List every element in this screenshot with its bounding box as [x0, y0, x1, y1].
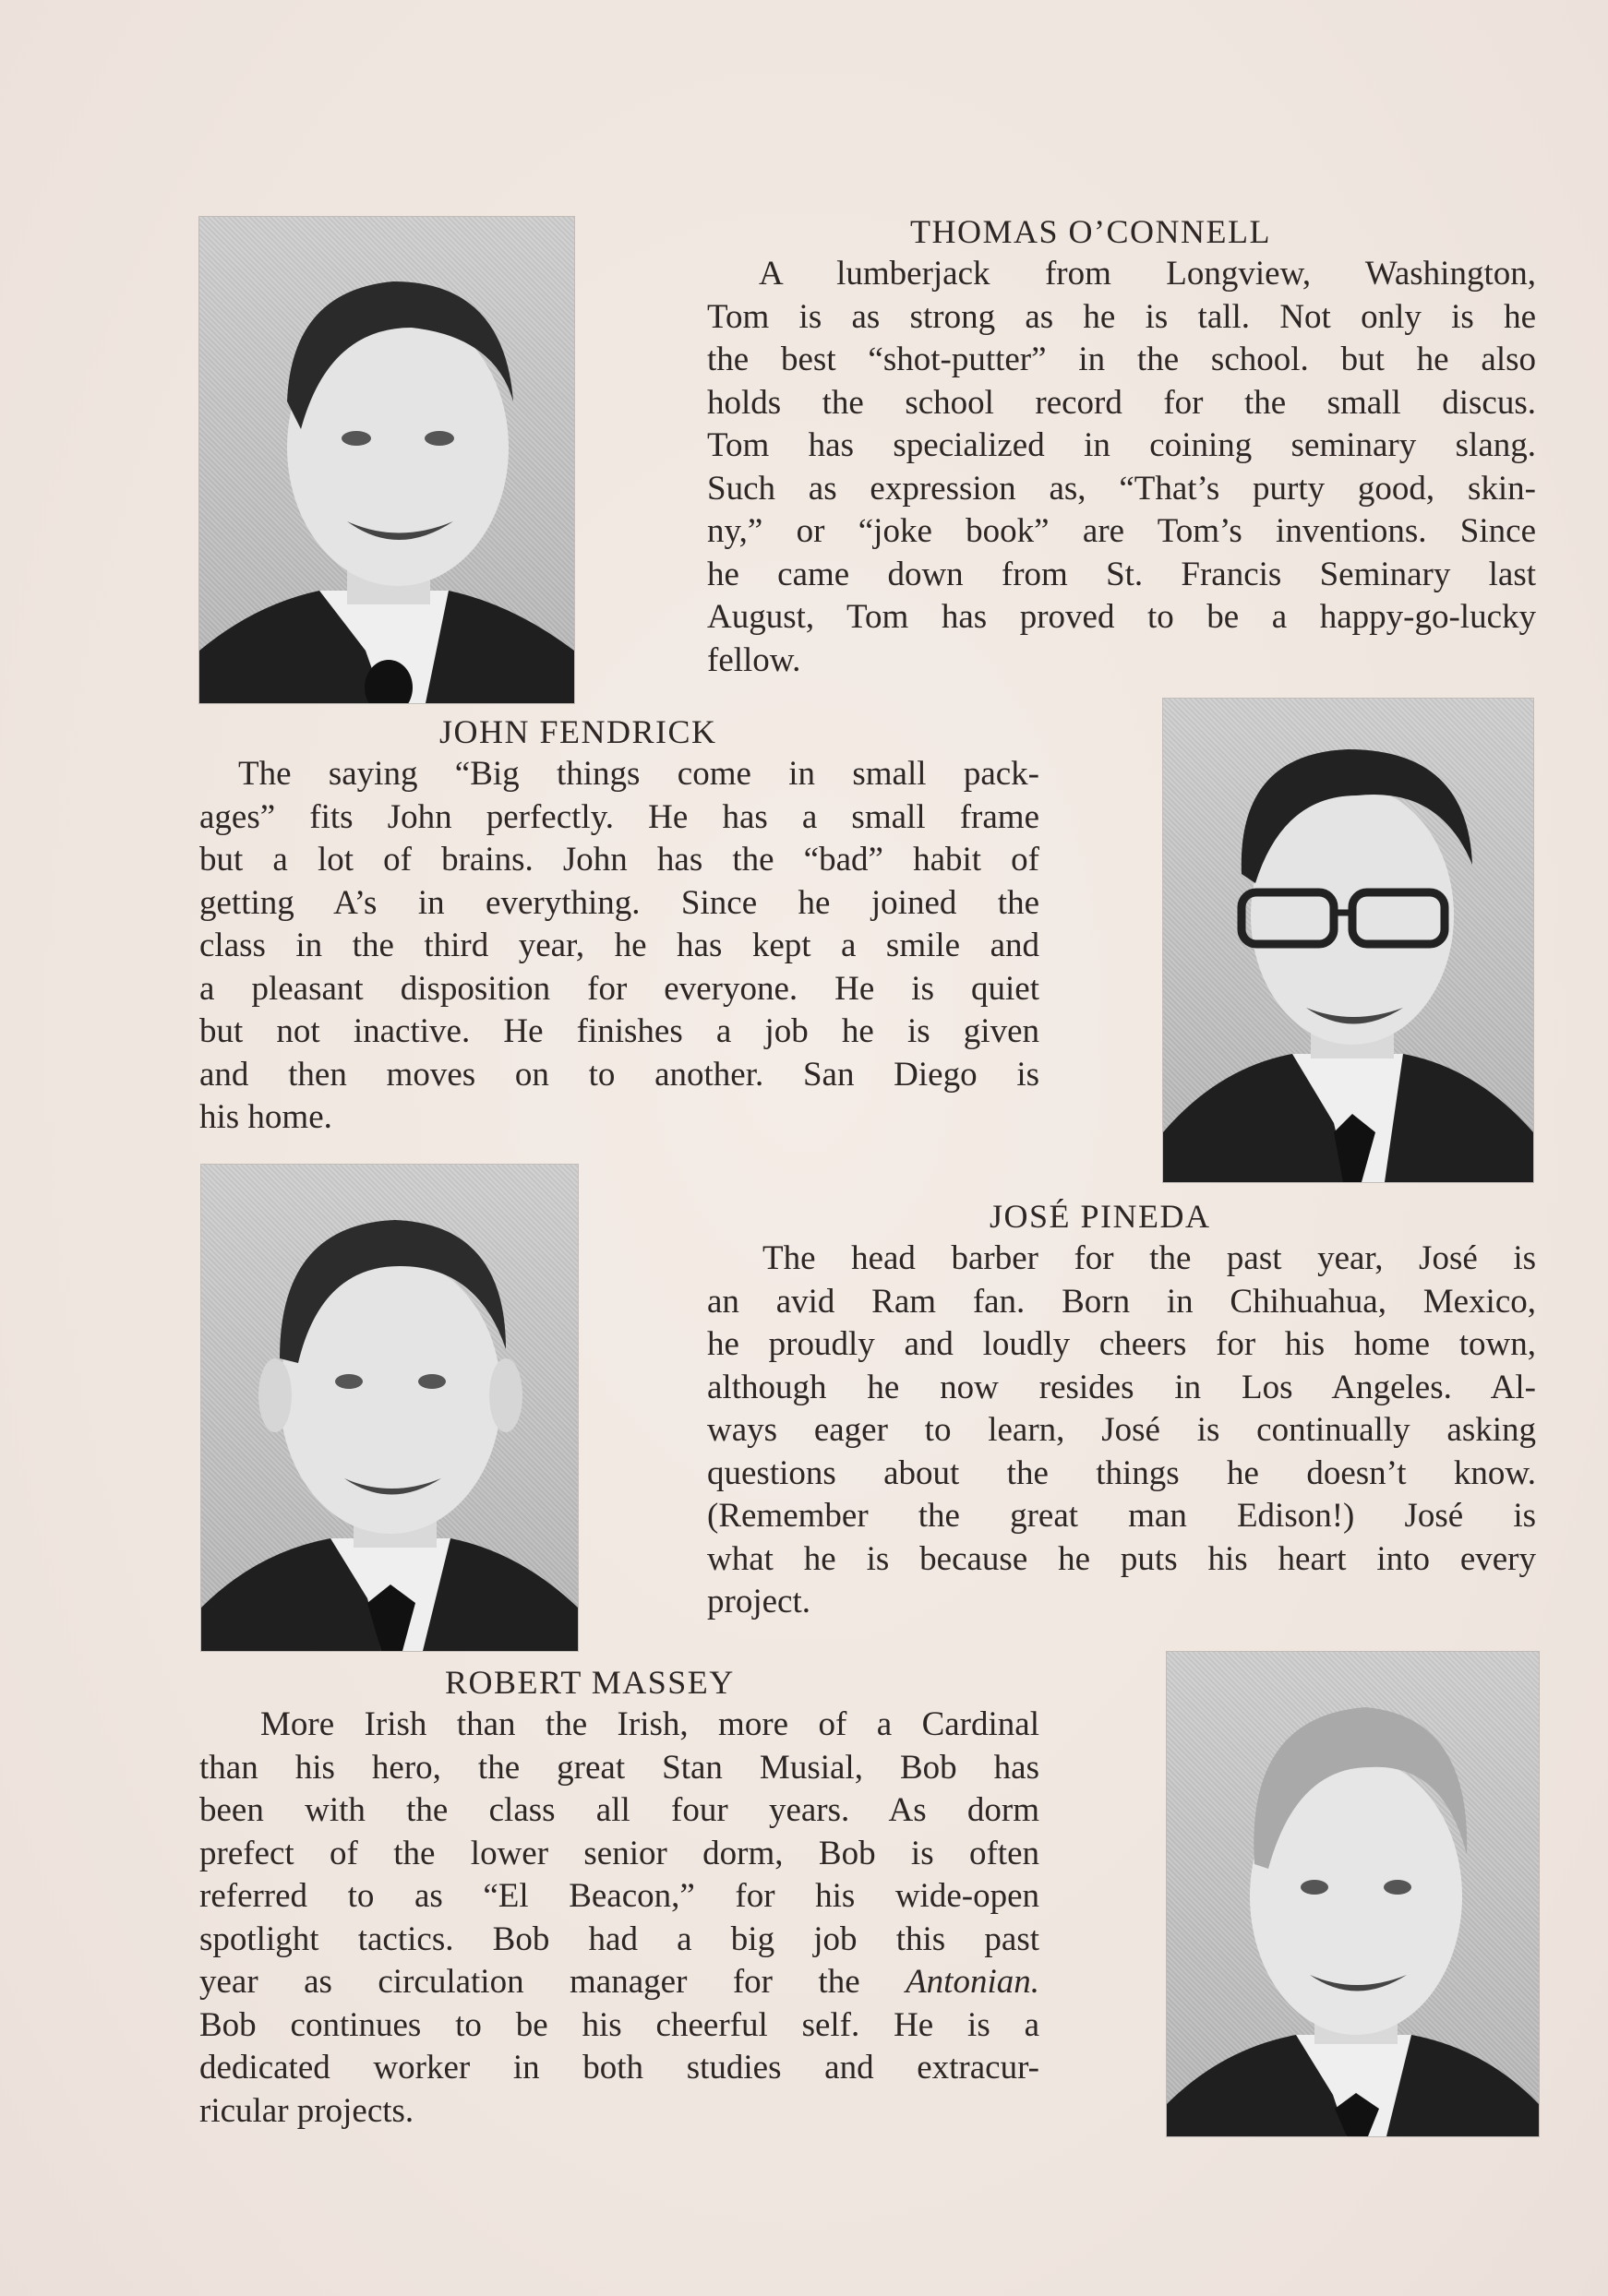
bio-line: project. — [707, 1583, 810, 1620]
bio-line: spotlight tactics. Bob had a big job this past — [199, 1919, 1039, 1958]
bio-line: Tom has specialized in coining seminary slang. — [707, 426, 1536, 464]
bio-line: a pleasant disposition for everyone. He is quiet — [199, 969, 1039, 1008]
bio-line: fellow. — [707, 640, 801, 679]
bio-line: The saying “Big things come in small pack- — [238, 755, 1039, 793]
bio-line: he proudly and loudly cheers for his home town, — [707, 1325, 1536, 1363]
portrait-photo-thomas — [199, 217, 574, 703]
bio-thomas-oconnell — [707, 210, 1536, 682]
bio-line: ways eager to learn, José is continually asking — [707, 1411, 1536, 1449]
antonian-italic: Antonian. — [906, 1963, 1039, 2001]
bio-line: although he now resides in Los Angeles. Al- — [707, 1368, 1536, 1406]
bio-line: and then moves on to another. San Diego is — [199, 1055, 1039, 1094]
bio-line: (Remember the great man Edison!) José is — [707, 1497, 1536, 1535]
bio-line: been with the class all four years. As dorm — [199, 1791, 1039, 1829]
portrait-silhouette-john — [1163, 699, 1533, 1182]
bio-name: THOMAS O’CONNELL — [910, 213, 1271, 250]
bio-line: questions about the things he doesn’t know. — [707, 1453, 1536, 1492]
bio-line: what he is because he puts his heart into every — [707, 1539, 1536, 1578]
bio-line: prefect of the lower senior dorm, Bob is often — [199, 1834, 1039, 1872]
bio-line: ricular projects. — [199, 2091, 414, 2130]
bio-line: he came down from St. Francis Seminary last — [707, 555, 1536, 593]
bio-line: ages” fits John perfectly. He has a small frame — [199, 797, 1039, 836]
portrait-photo-robert — [1167, 1652, 1539, 2136]
bio-line: A lumberjack from Longview, Washington, — [759, 255, 1536, 293]
bio-jose-pineda — [707, 1195, 1536, 1624]
bio-name: JOSÉ PINEDA — [990, 1198, 1211, 1235]
bio-line: More Irish than the Irish, more of a Cardinal — [260, 1705, 1039, 1743]
portrait-silhouette-robert — [1167, 1652, 1539, 2136]
bio-line: the best “shot-putter” in the school. but he also — [707, 341, 1536, 378]
bio-line: ny,” or “joke book” are Tom’s inventions. Since — [707, 512, 1536, 550]
bio-line: Tom is as strong as he is tall. Not only is he — [707, 297, 1536, 336]
portrait-photo-jose — [201, 1165, 578, 1651]
bio-line: an avid Ram fan. Born in Chihuahua, Mexico, — [707, 1282, 1536, 1321]
portrait-silhouette-jose — [201, 1165, 578, 1651]
portrait-photo-john — [1163, 699, 1533, 1182]
bio-line: but not inactive. He finishes a job he is given — [199, 1012, 1039, 1050]
bio-line: year as circulation manager for the Antonian. — [199, 1963, 1039, 2001]
bio-line: Such as expression as, “That’s purty good, skin- — [707, 469, 1536, 508]
bio-name: ROBERT MASSEY — [445, 1664, 735, 1701]
bio-name: JOHN FENDRICK — [439, 713, 717, 750]
bio-john-fendrick — [199, 711, 1039, 1140]
bio-line: dedicated worker in both studies and extracur- — [199, 2049, 1039, 2087]
bio-line: Bob continues to be his cheerful self. He is a — [199, 2005, 1039, 2044]
bio-line: than his hero, the great Stan Musial, Bob has — [199, 1748, 1039, 1787]
bio-line: August, Tom has proved to be a happy-go-lucky — [707, 598, 1536, 636]
bio-line: The head barber for the past year, José is — [762, 1239, 1536, 1277]
bio-line: referred to as “El Beacon,” for his wide-open — [199, 1877, 1039, 1915]
bio-line: but a lot of brains. John has the “bad” habit of — [199, 841, 1039, 879]
portrait-silhouette-thomas — [199, 217, 574, 703]
bio-line: getting A’s in everything. Since he joined the — [199, 883, 1039, 922]
bio-line: holds the school record for the small discus. — [707, 383, 1536, 422]
bio-line: class in the third year, he has kept a smile and — [199, 927, 1039, 964]
bio-line: his home. — [199, 1098, 332, 1136]
bio-robert-massey — [199, 1661, 1039, 2133]
